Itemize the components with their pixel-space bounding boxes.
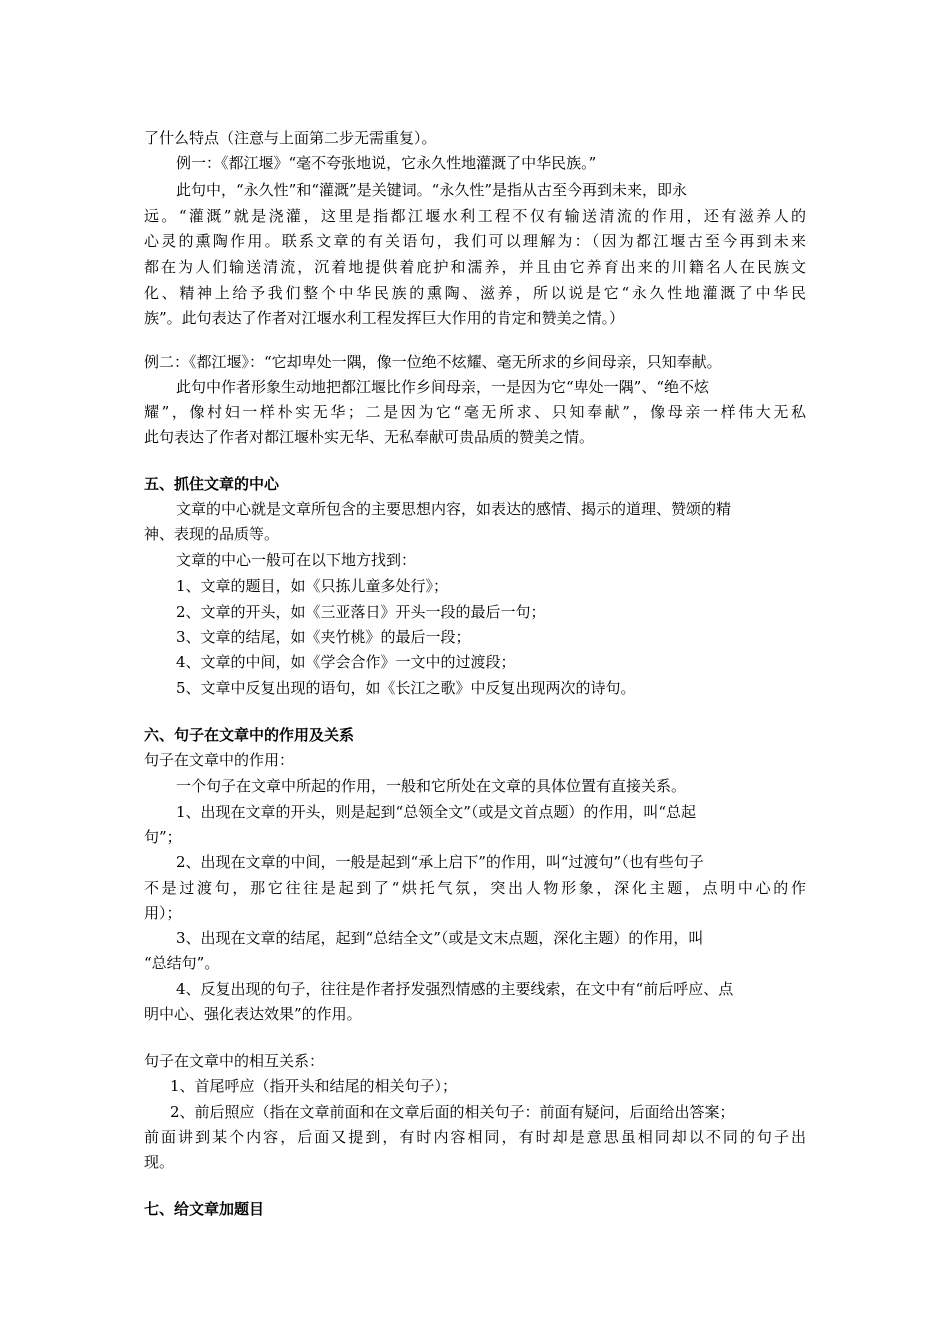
section6-paragraph: 1、出现在文章的开头，则是起到“总领全文”（或是文首点题）的作用，叫“总起 xyxy=(176,803,697,821)
list-item: 1、文章的题目，如《只拣儿童多处行》； xyxy=(176,577,449,595)
section5-paragraph: 神、表现的品质等。 xyxy=(144,525,280,543)
section7-heading: 七、给文章加题目 xyxy=(144,1200,265,1218)
section6-paragraph: 前面讲到某个内容，后面又提到，有时内容相同，有时却是意思虽相同却以不同的句子出 xyxy=(144,1128,806,1146)
section6-subheading: 句子在文章中的作用： xyxy=(144,751,295,769)
example2-title: 例二：《都江堰》：“它却卑处一隅，像一位绝不炫耀、毫无所求的乡间母亲，只知奉献。 xyxy=(144,353,722,371)
example2-line: 此句表达了作者对都江堰朴实无华、无私奉献可贵品质的赞美之情。 xyxy=(144,428,595,446)
section6-paragraph: 现。 xyxy=(144,1153,175,1171)
section6-subheading: 句子在文章中的相互关系： xyxy=(144,1052,325,1070)
example2-line: 耀”，像村妇一样朴实无华；二是因为它“毫无所求、只知奉献”，像母亲一样伟大无私 xyxy=(144,403,806,421)
example1-line: 化、精神上给予我们整个中华民族的熏陶、滋养，所以说是它“永久性地灌溉了中华民 xyxy=(144,284,806,302)
intro-line: 了什么特点（注意与上面第二步无需重复）。 xyxy=(144,129,437,147)
example1-line: 心灵的熏陶作用。联系文章的有关语句，我们可以理解为：（因为都江堰古至今再到未来 xyxy=(144,232,806,250)
example2-line: 此句中作者形象生动地把都江堰比作乡间母亲，一是因为它“卑处一隅”、“绝不炫 xyxy=(176,378,710,396)
example1-title: 例一：《都江堰》“毫不夸张地说，它永久性地灌溉了中华民族。” xyxy=(176,154,597,172)
list-item: 2、文章的开头，如《三亚落日》开头一段的最后一句； xyxy=(176,603,546,621)
example1-line: 族”。此句表达了作者对江堰水利工程发挥巨大作用的肯定和赞美之情。） xyxy=(144,309,625,327)
section6-paragraph: 不是过渡句，那它往往是起到了“烘托气氛，突出人物形象，深化主题，点明中心的作 xyxy=(144,879,806,897)
list-item: 4、文章的中间，如《学会合作》一文中的过渡段； xyxy=(176,653,516,671)
section6-paragraph: 明中心、强化表达效果”的作用。 xyxy=(144,1005,362,1023)
section6-paragraph: 2、出现在文章的中间，一般是起到“承上启下”的作用，叫“过渡句”（也有些句子 xyxy=(176,853,704,871)
section5-heading: 五、抓住文章的中心 xyxy=(144,475,280,493)
example1-line: 此句中，“永久性”和“灌溉”是关键词。“永久性”是指从古至今再到未来，即永 xyxy=(176,181,688,199)
section6-paragraph: 1、首尾呼应（指开头和结尾的相关句子）； xyxy=(170,1077,458,1095)
section5-paragraph: 文章的中心一般可在以下地方找到： xyxy=(176,551,417,569)
section6-paragraph: 一个句子在文章中所起的作用，一般和它所处在文章的具体位置有直接关系。 xyxy=(176,777,687,795)
section6-paragraph: 用）； xyxy=(144,904,182,922)
example1-line: 远。“灌溉”就是浇灌，这里是指都江堰水利工程不仅有输送清流的作用，还有滋养人的 xyxy=(144,207,806,225)
section6-heading: 六、句子在文章中的作用及关系 xyxy=(144,726,355,744)
section6-paragraph: “总结句”。 xyxy=(144,954,220,972)
section6-paragraph: 4、反复出现的句子，往往是作者抒发强烈情感的主要线索，在文中有“前后呼应、点 xyxy=(176,980,734,998)
section6-paragraph: 2、前后照应（指在文章前面和在文章后面的相关句子：前面有疑问，后面给出答案； xyxy=(170,1103,735,1121)
section6-paragraph: 3、出现在文章的结尾，起到“总结全文”（或是文末点题，深化主题）的作用，叫 xyxy=(176,929,704,947)
list-item: 3、文章的结尾，如《夹竹桃》的最后一段； xyxy=(176,628,471,646)
section5-paragraph: 文章的中心就是文章所包含的主要思想内容，如表达的感情、揭示的道理、赞颂的精 xyxy=(176,500,732,518)
section6-paragraph: 句”； xyxy=(144,828,182,846)
example1-line: 都在为人们输送清流，沉着地提供着庇护和濡养，并且由它养育出来的川籍名人在民族文 xyxy=(144,258,806,276)
list-item: 5、文章中反复出现的语句，如《长江之歌》中反复出现两次的诗句。 xyxy=(176,679,636,697)
